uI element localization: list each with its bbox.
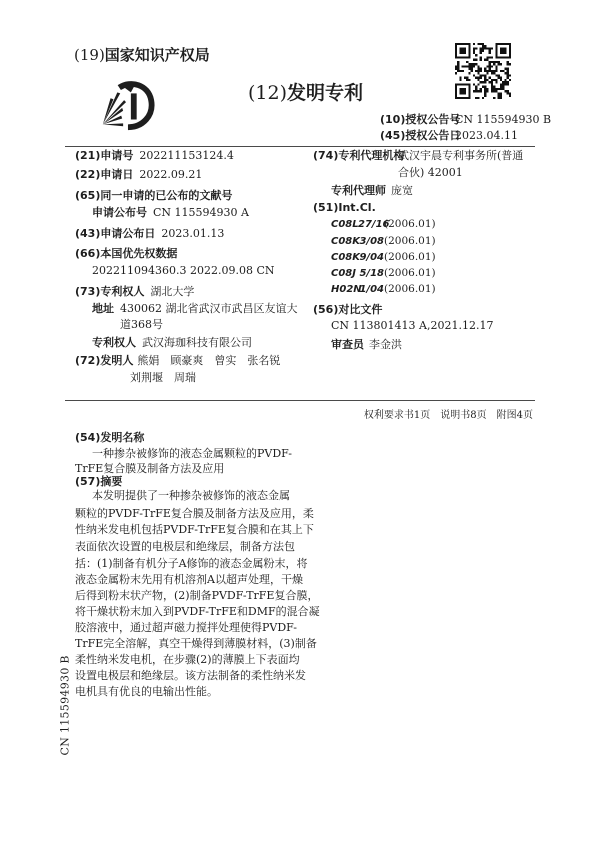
patentee-2-label: 专利权人 [92,336,136,349]
cited-document: CN 113801413 A,2021.12.17 [331,319,494,332]
inventor-name: 刘荆堰 [130,371,163,384]
office-heading [74,46,210,64]
abstract-line: 表面依次设置的电极层和绝缘层，制备方法包 [75,540,295,553]
int-cl-version: (2006.01) [384,218,436,230]
agent-label: 专利代理师 [331,184,386,197]
int-cl-class: H02N [331,284,362,295]
int-cl-version: (2006.01) [384,251,436,263]
cited-documents-label: (56)对比文件 [313,303,383,316]
int-cl-group: 27/16 [358,219,390,230]
filing-date-value: 2022.09.21 [139,168,203,181]
grant-number-label: (10)授权公告号 [380,113,461,126]
address-label: 地址 [92,302,114,315]
document-type-name: 发明专利 [287,82,364,104]
int-cl-group: 1/04 [359,284,384,295]
abstract-line: 胶溶液中，通过超声磁力搅拌处理使得PVDF- [75,621,298,634]
inventor-name: 顾豪爽 [170,354,204,367]
office-name: 国家知识产权局 [104,46,210,64]
document-type-code: (12) [248,82,288,104]
earlier-publication-heading [75,189,232,202]
grant-date-row [380,129,518,142]
int-cl-group: 9/04 [359,252,384,263]
abstract-line: 性纳米发电机包括PVDF-TrFE复合膜和在其上下 [75,523,314,536]
abstract-line: 设置电极层和绝缘层。该方法制备的柔性纳米发 [75,669,306,682]
publication-date-value: 2023.01.13 [161,227,225,240]
qr-finder-pattern [456,84,469,97]
abstract-line: 颗粒的PVDF-TrFE复合膜及制备方法及应用，柔 [75,507,314,520]
int-cl-label: (51)Int.Cl. [313,201,376,214]
filing-date-label: (22)申请日 [75,168,134,181]
address-line-2: 道368号 [120,318,163,331]
int-cl-class: C08J [331,268,356,279]
int-cl-entry [331,266,436,280]
int-cl-class: C08K [331,252,361,263]
grant-number-value: CN 115594930 B [455,113,552,126]
inventors-label: (72)发明人 [75,354,134,367]
patentee-value: 湖北大学 [150,285,195,298]
publication-number-row [92,206,249,219]
int-cl-class: C08L [331,219,359,230]
qr-code [455,43,511,99]
inventor-name: 周瑞 [174,371,196,384]
abstract-line: 括：(1)制备有机分子A修饰的液态金属粉末，将 [75,557,308,570]
header-divider [65,146,535,147]
agency-label: (74)专利代理机构 [313,149,405,162]
int-cl-version: (2006.01) [384,267,436,279]
int-cl-version: (2006.01) [384,235,436,247]
abstract-line: 将干燥状粉末加入到PVDF-TrFE和DMF的混合凝 [75,605,320,618]
abstract-label: (57)摘要 [75,475,123,488]
application-number-value: 202211153124.4 [139,149,234,162]
examiner-value: 李金洪 [369,338,402,351]
patentee-row [75,285,194,298]
grant-date-value: 2023.04.11 [455,129,518,142]
address-line-1: 430062 湖北省武汉市武昌区友谊大 [120,302,298,315]
inventor-name: 曾实 [214,354,237,367]
grant-number-row [380,113,551,126]
patentee-2-value: 武汉海珈科技有限公司 [142,336,252,349]
inventor-name: 熊娟 [137,354,160,367]
inventor-name: 张名锐 [247,354,281,367]
page-counts [354,409,533,422]
int-cl-entry [331,250,436,264]
publication-number-label: 申请公布号 [92,206,147,219]
int-cl-group: 5/18 [359,268,384,279]
qr-finder-pattern [456,44,469,57]
application-number-row [75,149,234,162]
abstract-line: 电机具有优良的电输出性能。 [75,685,218,698]
priority-label: (66)本国优先权数据 [75,247,178,260]
examiner-label: 审查员 [331,338,364,351]
office-code: (19) [74,46,105,64]
agency-line-1: 武汉宇晨专利事务所(普通 [398,149,524,162]
publication-date-label: (43)申请公布日 [75,227,156,240]
priority-value: 202211094360.3 2022.09.08 CN [92,264,275,277]
agent-value: 庞宽 [391,184,413,197]
title-line: 一种掺杂被修饰的液态金属颗粒的PVDF- [92,447,293,460]
inventors-line-1 [137,354,291,367]
abstract-line: 液态金属粉末先用有机溶剂A以超声处理，干燥 [75,573,303,586]
abstract-line: 后得到粉末状产物，(2)制备PVDF-TrFE复合膜， [75,589,319,602]
publication-date-row [75,227,224,240]
abstract-line: 柔性纳米发电机，在步骤(2)的薄膜上下表面均 [75,653,300,666]
filing-date-row [75,168,202,181]
priority-heading [75,247,177,260]
int-cl-entry [331,282,436,296]
claims-page-count: 权利要求书1页 [363,410,431,421]
drawings-page-count: 附图4页 [496,410,533,421]
publication-number-value: CN 115594930 A [153,206,249,219]
cnipa-logo [98,78,156,132]
abstract-line: TrFE完全溶解，真空干燥得到薄膜材料，(3)制备 [75,637,317,650]
description-page-count: 说明书8页 [440,410,487,421]
application-number-label: (21)申请号 [75,149,134,162]
int-cl-version: (2006.01) [384,283,436,295]
abstract-line: 本发明提供了一种掺杂被修饰的液态金属 [92,489,290,502]
document-type [248,82,363,104]
address-row [92,302,298,315]
earlier-publication-label: (65)同一申请的已公布的文献号 [75,189,233,202]
int-cl-class: C08K [331,236,361,247]
title-label: (54)发明名称 [75,431,145,444]
inventors-line-2 [130,371,207,384]
inventors-row [75,354,291,367]
agency-line-2: 合伙) 42001 [398,166,463,179]
patentee-2-row [92,336,252,349]
biblio-divider [65,400,535,401]
qr-finder-pattern [496,44,509,57]
title-line: TrFE复合膜及制备方法及应用 [75,462,225,475]
grant-date-label: (45)授权公告日 [380,129,461,142]
side-document-number: CN 115594930 B [58,655,72,756]
int-cl-entry [331,234,436,248]
patentee-label: (73)专利权人 [75,285,145,298]
int-cl-entry [331,217,436,231]
int-cl-group: 3/08 [359,236,384,247]
